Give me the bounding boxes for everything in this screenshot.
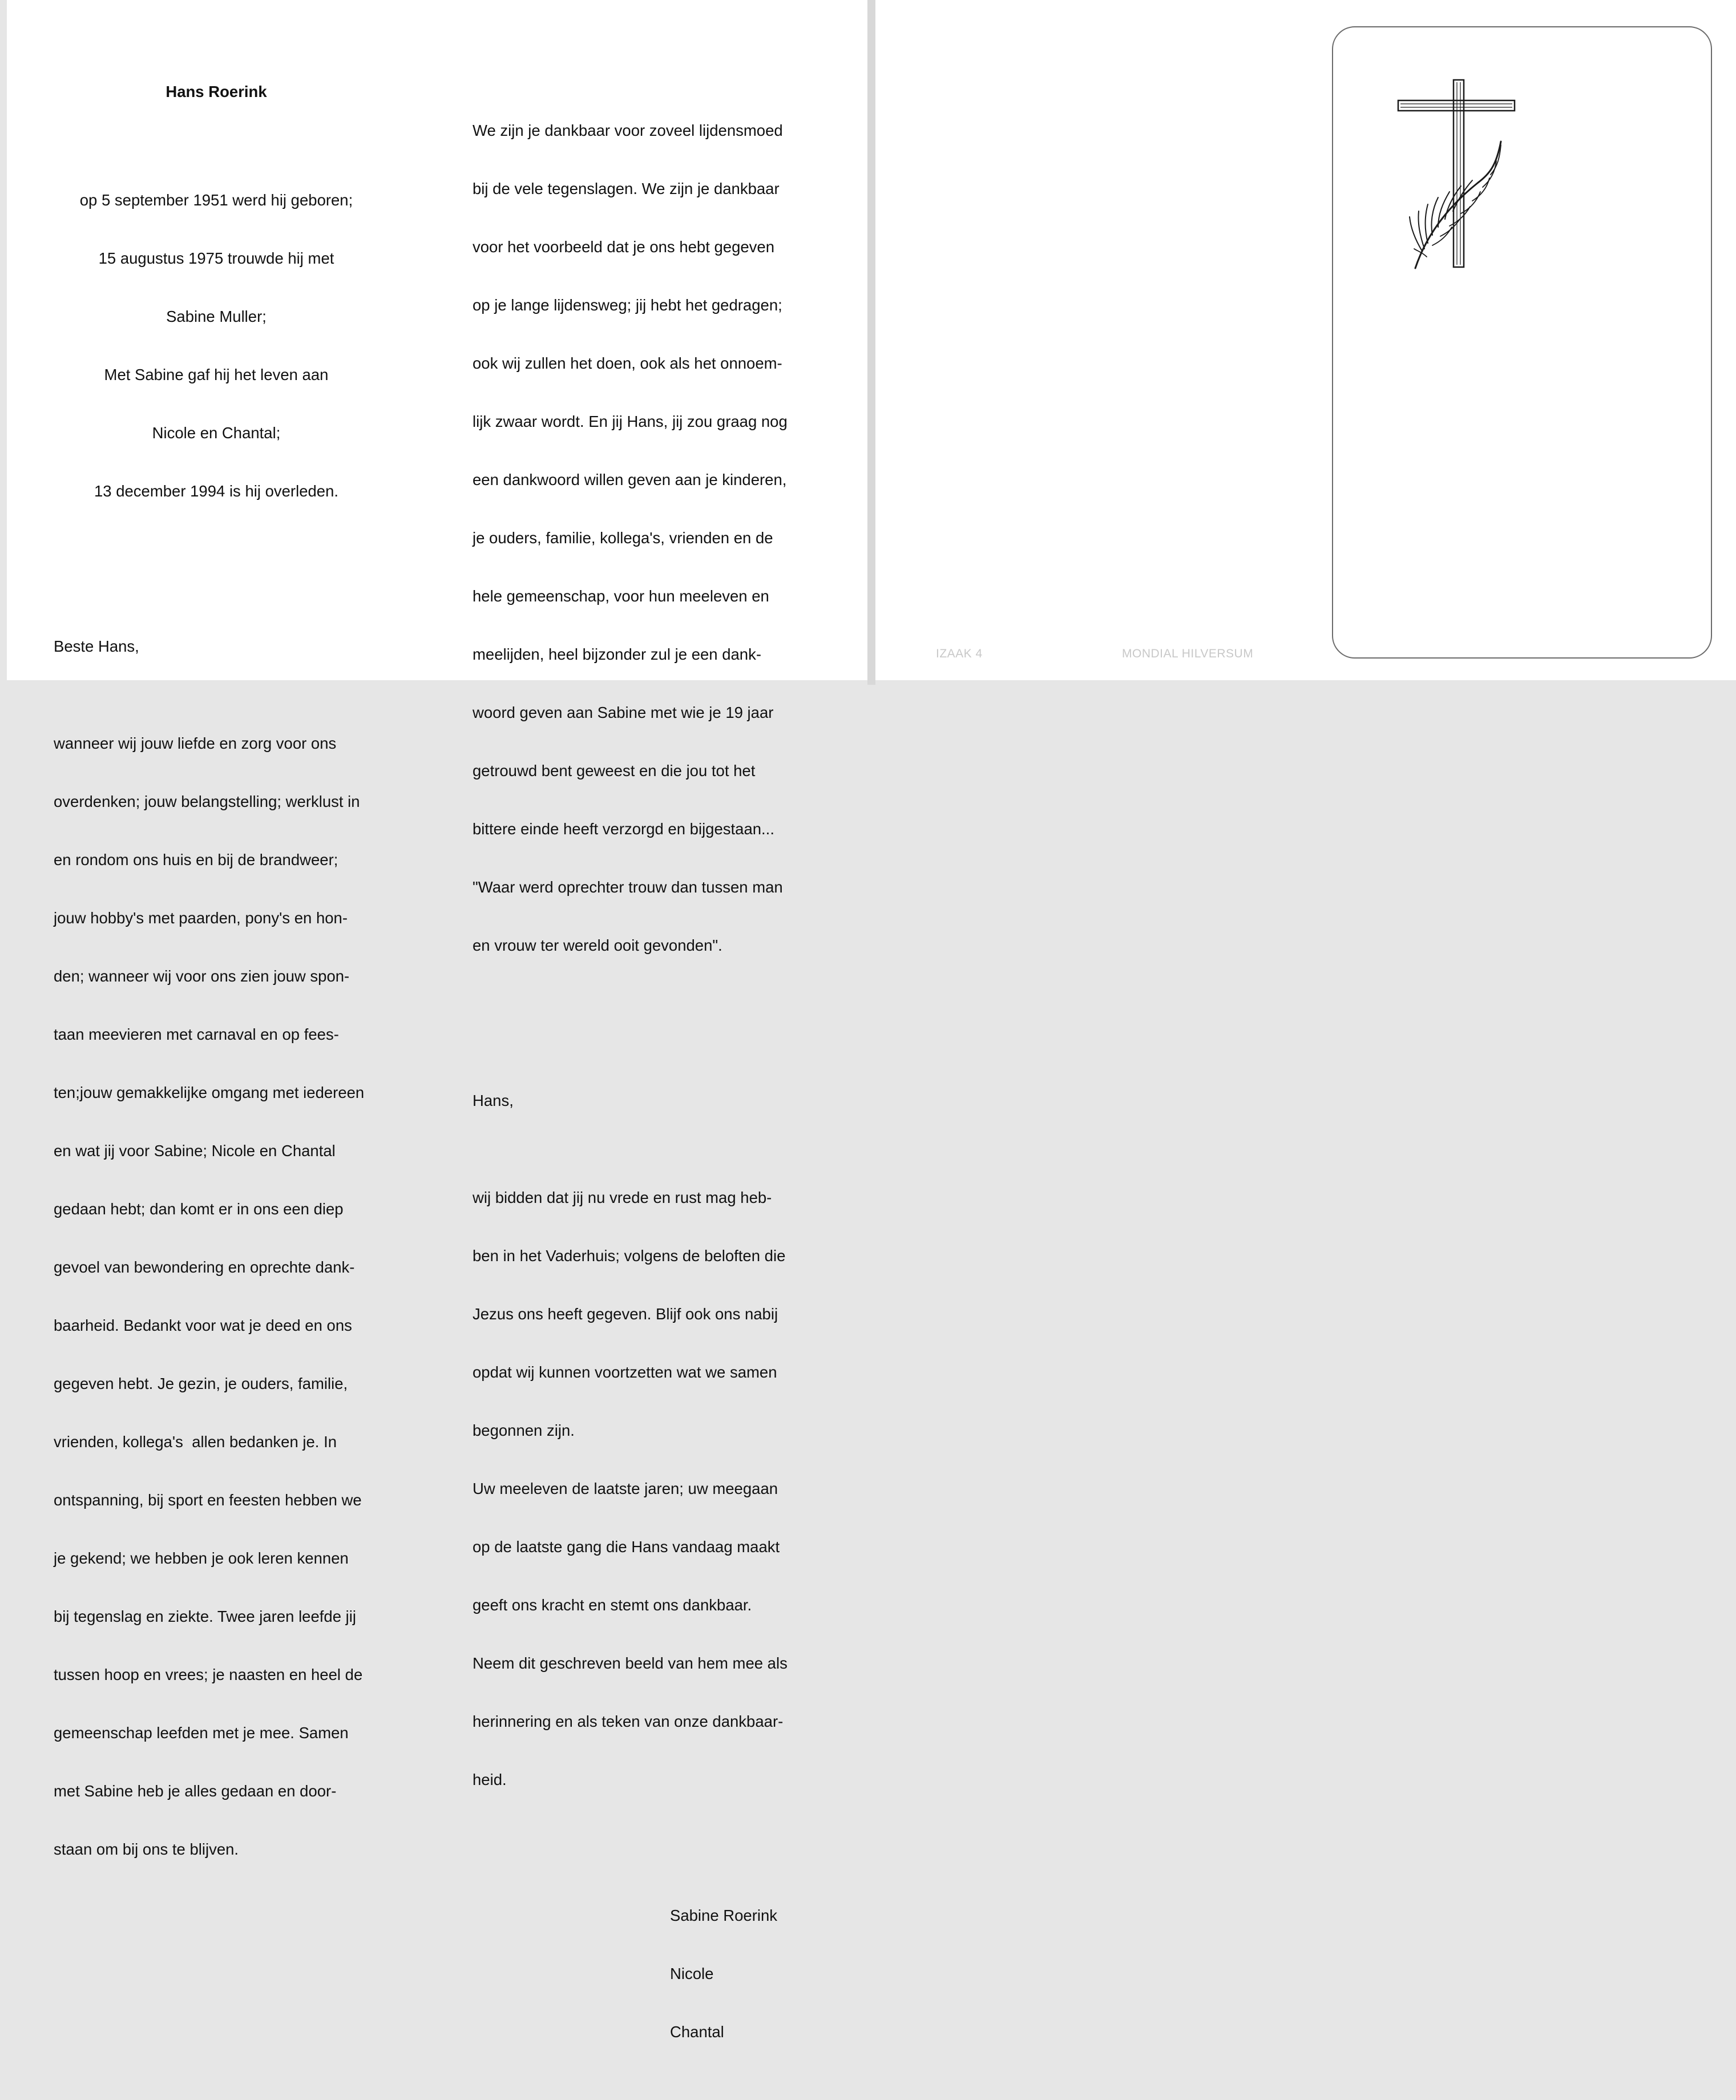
text-line: staan om bij ons te blijven. (54, 1840, 239, 1858)
text-line: bij de vele tegenslagen. We zijn je dankbaar (473, 180, 780, 197)
right-column (473, 43, 804, 2100)
text-line: baarheid. Bedankt voor wat je deed en ons (54, 1316, 352, 1334)
intro-line: 15 augustus 1975 trouwde hij met (98, 249, 334, 267)
text-line: gemeenschap leefden met je mee. Samen (54, 1724, 349, 1742)
text-line: ten;jouw gemakkelijke omgang met iedereen (54, 1084, 365, 1101)
text-line: wij bidden dat jij nu vrede en rust mag heb- (473, 1189, 772, 1206)
text-line: getrouwd bent geweest en die jou tot het (473, 762, 756, 780)
text-line: begonnen zijn. (473, 1421, 575, 1439)
text-line: hele gemeenschap, voor hun meeleven en (473, 587, 769, 605)
text-line: heid. (473, 1771, 507, 1788)
text-line: woord geven aan Sabine met wie je 19 jaar (473, 704, 774, 721)
greeting: Beste Hans, (54, 637, 139, 655)
text-line: ook wij zullen het doen, ook als het onnoem- (473, 354, 782, 372)
signature-block (473, 1867, 804, 2081)
text-line: Jezus ons heeft gegeven. Blijf ook ons nabij (473, 1305, 778, 1323)
text-line: tussen hoop en vrees; je naasten en heel de (54, 1666, 363, 1683)
text-line: overdenken; jouw belangstelling; werklust in (54, 793, 360, 810)
text-line: gedaan hebt; dan komt er in ons een diep (54, 1200, 344, 1218)
intro-line: 13 december 1994 is hij overleden. (94, 482, 339, 500)
text-line: bij tegenslag en ziekte. Twee jaren leefde jij (54, 1608, 356, 1625)
printer-mark: IZAAK 4 (936, 647, 983, 660)
signature-name: Nicole (670, 1965, 714, 1982)
text-line: taan meevieren met carnaval en op fees- (54, 1025, 339, 1043)
text-line: bittere einde heeft verzorgd en bijgestaan... (473, 820, 774, 838)
text-line: voor het voorbeeld dat je ons hebt gegeven (473, 238, 774, 256)
text-line: en rondom ons huis en bij de brandweer; (54, 851, 338, 869)
text-line: ben in het Vaderhuis; volgens de beloften die (473, 1247, 786, 1265)
text-line: wanneer wij jouw liefde en zorg voor ons (54, 734, 337, 752)
left-column (54, 43, 379, 1917)
text-line: geeft ons kracht en stemt ons dankbaar. (473, 1596, 752, 1614)
text-line: herinnering en als teken van onze dankbaar- (473, 1713, 784, 1730)
intro-line: op 5 september 1951 werd hij geboren; (79, 191, 353, 209)
signature-name: Chantal (670, 2023, 724, 2041)
publisher-mark: MONDIAL HILVERSUM (1122, 647, 1254, 660)
tribute-text-right (473, 82, 804, 994)
text-line: gevoel van bewondering en oprechte dank- (54, 1258, 355, 1276)
text-line: meelijden, heel bijzonder zul je een dank- (473, 645, 762, 663)
tribute-text-left (54, 695, 379, 1898)
text-line: een dankwoord willen geven aan je kinderen, (473, 471, 787, 488)
signature-name: Sabine Roerink (670, 1907, 778, 1924)
text-line: We zijn je dankbaar voor zoveel lijdensmoed (473, 122, 783, 139)
card-fold (867, 0, 875, 685)
text-line: ontspanning, bij sport en feesten hebben we (54, 1491, 362, 1509)
deceased-name: Hans Roerink (165, 83, 267, 100)
text-line: en wat jij voor Sabine; Nicole en Chantal (54, 1142, 336, 1160)
intro-line: Sabine Muller; (166, 308, 267, 325)
intro-line: Met Sabine gaf hij het leven aan (104, 366, 329, 383)
text-line: met Sabine heb je alles gedaan en door- (54, 1782, 337, 1800)
text-line: en vrouw ter wereld ooit gevonden". (473, 936, 722, 954)
prayer-text (473, 1149, 804, 1828)
intro-block (54, 152, 379, 540)
text-line: lijk zwaar wordt. En jij Hans, jij zou graag nog (473, 413, 788, 430)
text-line: je ouders, familie, kollega's, vrienden en de (473, 529, 773, 547)
text-line: vrienden, kollega's allen bedanken je. In (54, 1433, 337, 1451)
text-line: jouw hobby's met paarden, pony's en hon- (54, 909, 348, 927)
text-line: je gekend; we hebben je ook leren kennen (54, 1549, 349, 1567)
text-line: Neem dit geschreven beeld van hem mee als (473, 1654, 788, 1672)
text-line: "Waar werd oprechter trouw dan tussen man (473, 878, 783, 896)
text-line: den; wanneer wij voor ons zien jouw spon- (54, 967, 350, 985)
text-line: op de laatste gang die Hans vandaag maakt (473, 1538, 780, 1556)
intro-line: Nicole en Chantal; (152, 424, 281, 442)
text-line: opdat wij kunnen voortzetten wat we samen (473, 1363, 777, 1381)
greeting-hans: Hans, (473, 1092, 514, 1109)
text-line: gegeven hebt. Je gezin, je ouders, familie, (54, 1375, 348, 1392)
text-line: op je lange lijdensweg; jij hebt het gedragen; (473, 296, 782, 314)
cross-with-palm-branch-icon (1392, 74, 1524, 282)
text-line: Uw meeleven de laatste jaren; uw meegaan (473, 1480, 778, 1497)
